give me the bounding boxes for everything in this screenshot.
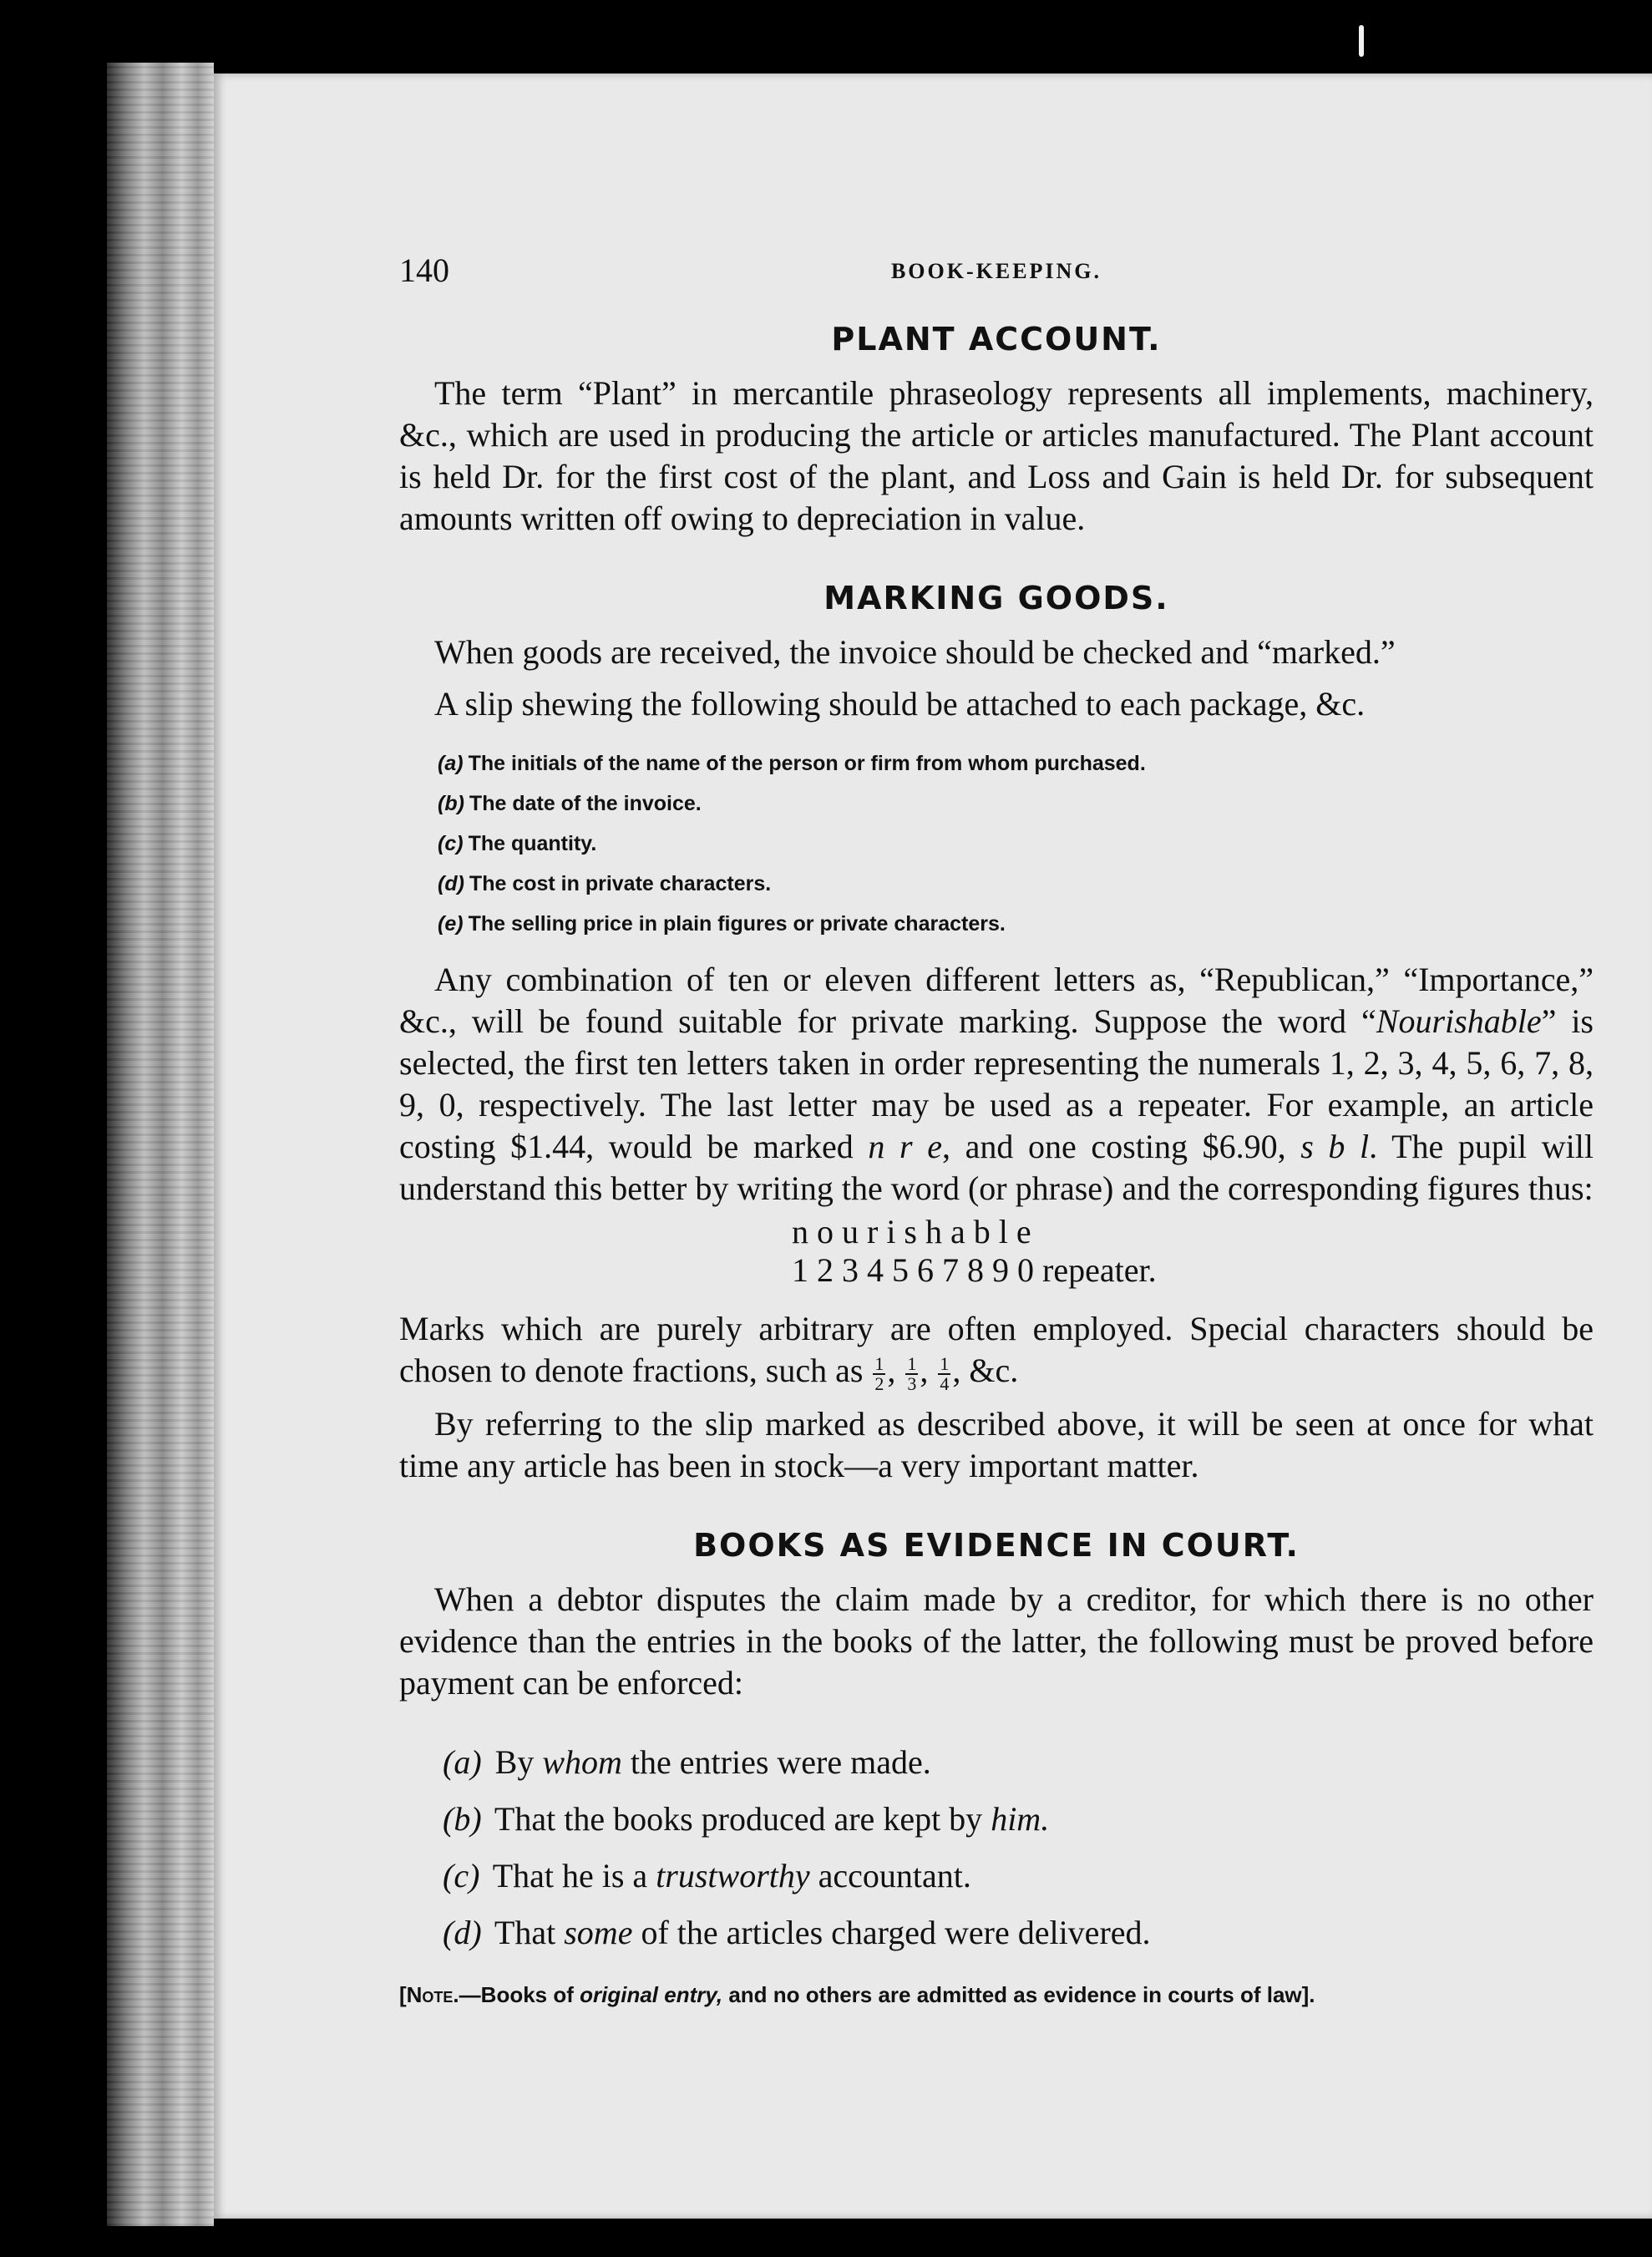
fraction-den: 2: [874, 1372, 884, 1394]
evidence-key: (c): [443, 1856, 480, 1894]
plant-account-heading: PLANT ACCOUNT.: [831, 321, 1162, 358]
private-marking-text: , and one costing $6.90,: [942, 1128, 1301, 1165]
evidence-text: accountant.: [818, 1856, 971, 1894]
evidence-item-b: [443, 1791, 1594, 1848]
evidence-item-d: [443, 1905, 1594, 1961]
slip-text: The selling price in plain figures or private characters.: [468, 912, 1006, 936]
slip-list: [438, 743, 1594, 944]
evidence-paragraph: When a debtor disputes the claim made by a creditor, for which there is no other evidence than the entries in the books of the latter, the following must be proved before payment can be enforced:: [399, 1580, 1594, 1702]
evidence-list: [443, 1734, 1594, 1961]
slip-text: The initials of the name of the person or firm from whom purchased.: [468, 752, 1146, 775]
evidence-text: the entries were made.: [630, 1742, 931, 1781]
page-content: [399, 251, 1594, 2011]
slip-key: (d): [438, 872, 464, 895]
slip-key: (b): [438, 792, 464, 815]
slip-item-d: [438, 864, 1594, 904]
evidence-key: (a): [443, 1742, 482, 1781]
evidence-text: That he is a: [492, 1856, 648, 1894]
cipher-numbers: 1 2 3 4 5 6 7 8 9 0 repeater.: [792, 1251, 1157, 1289]
evidence-emphasis: him.: [991, 1799, 1050, 1838]
arbitrary-marks-paragraph: Marks which are purely arbitrary are often employed. Special characters should be chosen to denote fractions, such as $\frac{1}{2}$ , $\frac{1}{3}$ , $\frac{1}{4}$ , &c.: [399, 1310, 1594, 1394]
referring-paragraph: By referring to the slip marked as described above, it will be seen at once for what time any article has been in stock—a very important matter.: [399, 1404, 1594, 1484]
plant-account-paragraph: The term “Plant” in mercantile phraseology represents all implements, machinery, &c., which are used in producing the article or articles manufactured. The Plant account is held Dr. for the first cost of the plant, and Loss and Gain is held Dr. for subsequent amounts written off owing to depreciation in value.: [399, 374, 1594, 537]
evidence-item-c: [443, 1848, 1594, 1905]
fraction-half: [873, 1352, 885, 1394]
running-title: BOOK-KEEPING.: [890, 259, 1102, 283]
marking-goods-heading: MARKING GOODS.: [823, 580, 1169, 616]
fraction-den: 4: [940, 1372, 950, 1394]
example-mark: n r e: [868, 1128, 942, 1165]
note-label: [Note.: [399, 1981, 459, 2007]
slip-text: The quantity.: [468, 832, 597, 855]
cipher-letters: n o u r i s h a b l e: [792, 1213, 1031, 1250]
cipher-table: [792, 1213, 1594, 1290]
evidence-key: (b): [443, 1799, 482, 1838]
fraction-num: 1: [907, 1352, 917, 1374]
evidence-emphasis: trustworthy: [656, 1856, 810, 1894]
page-number: 140: [399, 251, 449, 289]
private-marking-text: Any combination of ten or eleven different letters as, “Republican,” “Importance,” &c., will be found suitable for private marking. Suppose the word “: [399, 961, 1594, 1040]
slip-key: (c): [438, 832, 464, 855]
private-marking-text: ” is selected, the first ten letters taken in order representing the numerals 1, 2, 3, 4, 5, 6, 7, 8, 9, 0, respectively. The last letter may be used as a repeater. For example, an article costing $1.44, would be marked: [399, 1002, 1594, 1165]
slip-item-e: [438, 904, 1594, 944]
evidence-emphasis: some: [564, 1913, 633, 1951]
marking-intro-2: A slip shewing the following should be attached to each package, &c.: [434, 685, 1366, 723]
running-head: [399, 251, 1594, 297]
evidence-text: That the books produced are kept by: [494, 1799, 983, 1838]
fraction-quarter: [938, 1352, 950, 1394]
scan-mark: [1359, 25, 1364, 57]
note-text: —Books of: [459, 1981, 574, 2007]
slip-text: The cost in private characters.: [469, 872, 772, 895]
slip-key: (e): [438, 912, 464, 936]
evidence-key: (d): [443, 1913, 482, 1951]
note-text: and no others are admitted as evidence in courts of law].: [728, 1981, 1315, 2007]
private-marking-text: . The pupil will understand this better by writing the word (or phrase) and the corresponding figures thus:: [399, 1128, 1594, 1207]
book-spine: [107, 63, 214, 2226]
evidence-heading: BOOKS AS EVIDENCE IN COURT.: [693, 1526, 1300, 1564]
key-word: Nourishable: [1376, 1002, 1542, 1040]
marking-intro-1: When goods are received, the invoice should be checked and “marked.”: [434, 633, 1396, 671]
fraction-third: [905, 1352, 918, 1394]
evidence-item-a: [443, 1734, 1594, 1791]
slip-item-b: [438, 784, 1594, 824]
arbitrary-text: Marks which are purely arbitrary are often employed. Special characters should be chosen to denote fractions, such as: [399, 1310, 1594, 1389]
fraction-num: 1: [874, 1352, 884, 1374]
slip-key: (a): [438, 752, 464, 775]
evidence-emphasis: whom: [542, 1742, 622, 1781]
evidence-text: By: [494, 1742, 535, 1781]
fraction-den: 3: [907, 1372, 917, 1394]
slip-text: The date of the invoice.: [469, 792, 702, 815]
slip-item-a: [438, 743, 1594, 784]
note: [399, 1978, 1594, 2011]
slip-item-c: [438, 824, 1594, 864]
private-marking-paragraph: [399, 959, 1594, 1210]
evidence-text: That: [494, 1913, 556, 1951]
example-mark: s b l: [1300, 1128, 1370, 1165]
fraction-num: 1: [940, 1352, 950, 1374]
note-emphasis: original entry,: [580, 1981, 723, 2007]
arbitrary-end: &c.: [969, 1352, 1019, 1389]
evidence-text: of the articles charged were delivered.: [641, 1913, 1151, 1951]
